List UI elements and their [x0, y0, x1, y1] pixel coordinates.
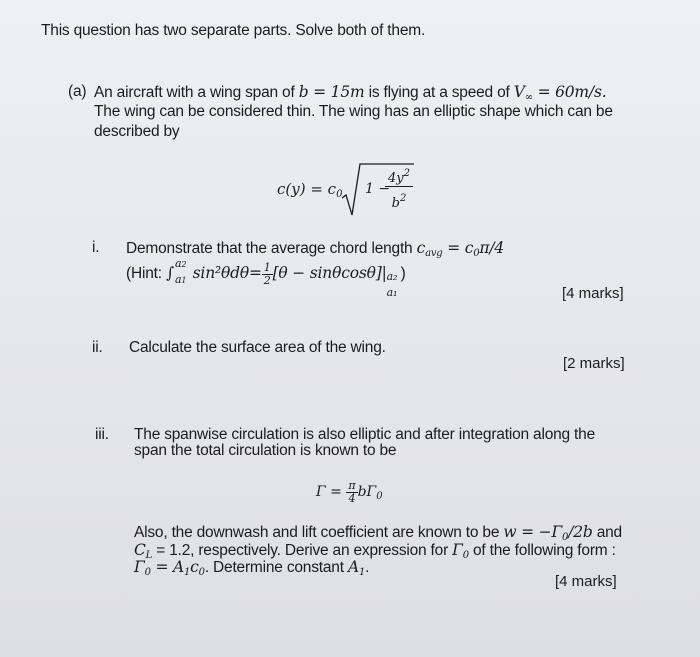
hint-lower: [175, 273, 186, 286]
part-iii-line1: The spanwise circulation is also elliptic and after integration along the: [134, 426, 596, 443]
also1-sub: 0: [562, 532, 569, 543]
part-iii-line2: span the total circulation is known to be: [134, 442, 397, 459]
part-ii-numeral: ii.: [92, 339, 103, 356]
part-i-eq: = c: [442, 239, 474, 257]
also3-a-sub: 1: [183, 567, 191, 578]
circ-rhs-sub: 0: [376, 491, 383, 503]
part-a-speed-symbol: V: [513, 83, 525, 101]
part-i-eq-sub: 0: [473, 248, 480, 259]
hint-lower-sub: 1: [181, 276, 187, 286]
part-i-numeral: i.: [92, 239, 100, 256]
part-i-marks: [4 marks]: [562, 285, 624, 302]
chord-eq-den-sup: 2: [399, 193, 407, 204]
chord-eq-num-sup: 2: [403, 168, 410, 179]
hint-close: ): [400, 265, 406, 283]
hint-int-sign: ∫: [165, 264, 174, 283]
hint-frac-den: 2: [263, 273, 271, 287]
part-iii-also1: [134, 523, 622, 543]
part-a-line1-mid: is flying at a speed of: [364, 84, 514, 101]
chord-eq-denominator: [385, 193, 413, 211]
also1-end: /2b: [568, 523, 593, 541]
hint-pre: (Hint:: [126, 265, 166, 283]
also3-c-sub: 0: [198, 567, 205, 578]
also3-end: .: [365, 559, 370, 576]
part-i-text: [126, 239, 504, 259]
also3-gamma-sub: 0: [144, 567, 151, 578]
chord-eq-num: 4y: [388, 171, 404, 186]
circ-frac: [346, 480, 357, 504]
circ-frac-num: π: [348, 479, 356, 492]
part-ii-marks: [2 marks]: [563, 355, 625, 372]
also2-mid: = 1.2, respectively. Derive an expression for: [152, 542, 453, 559]
part-a-speed-value: = 60m/s.: [532, 83, 607, 101]
also1-post: and: [592, 524, 622, 541]
part-i-hint: [126, 257, 406, 300]
circulation-equation: [316, 480, 383, 504]
part-a-line1-pre: An aircraft with a wing span of: [94, 84, 299, 101]
hint-body: sin²θdθ=: [187, 264, 262, 283]
also2-post: of the following form :: [468, 542, 616, 559]
also2-gamma: Γ: [452, 541, 463, 559]
hint-upper-a: a: [174, 257, 182, 271]
hint-lower-a: a: [174, 273, 182, 287]
also2-cl-sub: L: [145, 550, 153, 561]
also1-math: w = −Γ: [503, 523, 563, 541]
part-a-line2: The wing can be considered thin. The wing has an elliptic shape which can be: [94, 103, 613, 120]
also2-cl: C: [134, 541, 146, 559]
chord-eq-one: 1 −: [365, 181, 391, 197]
also3-a: A: [347, 558, 359, 576]
hint-tail-lower: a₁: [386, 286, 398, 300]
part-iii-numeral: iii.: [95, 426, 109, 443]
part-a-span: b = 15m: [298, 83, 365, 101]
chord-eq-den: b: [391, 196, 400, 211]
chord-eq-numerator: [385, 168, 413, 187]
part-i-cavg: c: [416, 239, 426, 257]
also1-pre: Also, the downwash and lift coefficient are known to be: [134, 524, 504, 541]
part-ii-text: Calculate the surface area of the wing.: [129, 339, 386, 356]
hint-upper: [175, 257, 186, 270]
part-i-text1: Demonstrate that the average chord length: [126, 240, 417, 257]
part-i-cavg-sub: avg: [425, 248, 443, 259]
circ-frac-den: 4: [348, 491, 356, 505]
hint-frac-num: 1: [263, 261, 271, 274]
chord-equation-lhs: [277, 180, 342, 200]
hint-upper-sub: 2: [181, 260, 187, 270]
part-iii-marks: [4 marks]: [555, 573, 617, 590]
also3-a2-sub: 1: [358, 567, 366, 578]
circ-lhs: Γ =: [316, 484, 347, 501]
hint-integral: [165, 257, 188, 287]
hint-tail-upper: a₂: [386, 270, 398, 284]
part-i-end: π/4: [479, 239, 505, 257]
also3-eq: = A: [150, 558, 184, 576]
hint-frac: [262, 262, 273, 286]
hint-tail: [θ − sinθcosθ]|: [272, 264, 387, 283]
also3-gamma: Γ: [134, 558, 145, 576]
chord-eq-lhs-text: c(y) = c: [277, 180, 337, 198]
also3-c: c: [190, 558, 199, 576]
part-a-line1: [94, 83, 606, 103]
circ-rhs: bΓ: [357, 484, 377, 501]
part-iii-also3: [134, 558, 369, 578]
also2-gamma-sub: 0: [462, 550, 469, 561]
intro-text: This question has two separate parts. Solve both of them.: [41, 22, 426, 39]
part-a-speed-sub: ∞: [524, 92, 533, 103]
part-a-line3: described by: [94, 123, 180, 140]
part-a-label: (a): [68, 83, 87, 100]
also3-post: . Determine constant: [204, 559, 348, 576]
chord-eq-lhs-sub: 0: [336, 189, 343, 200]
